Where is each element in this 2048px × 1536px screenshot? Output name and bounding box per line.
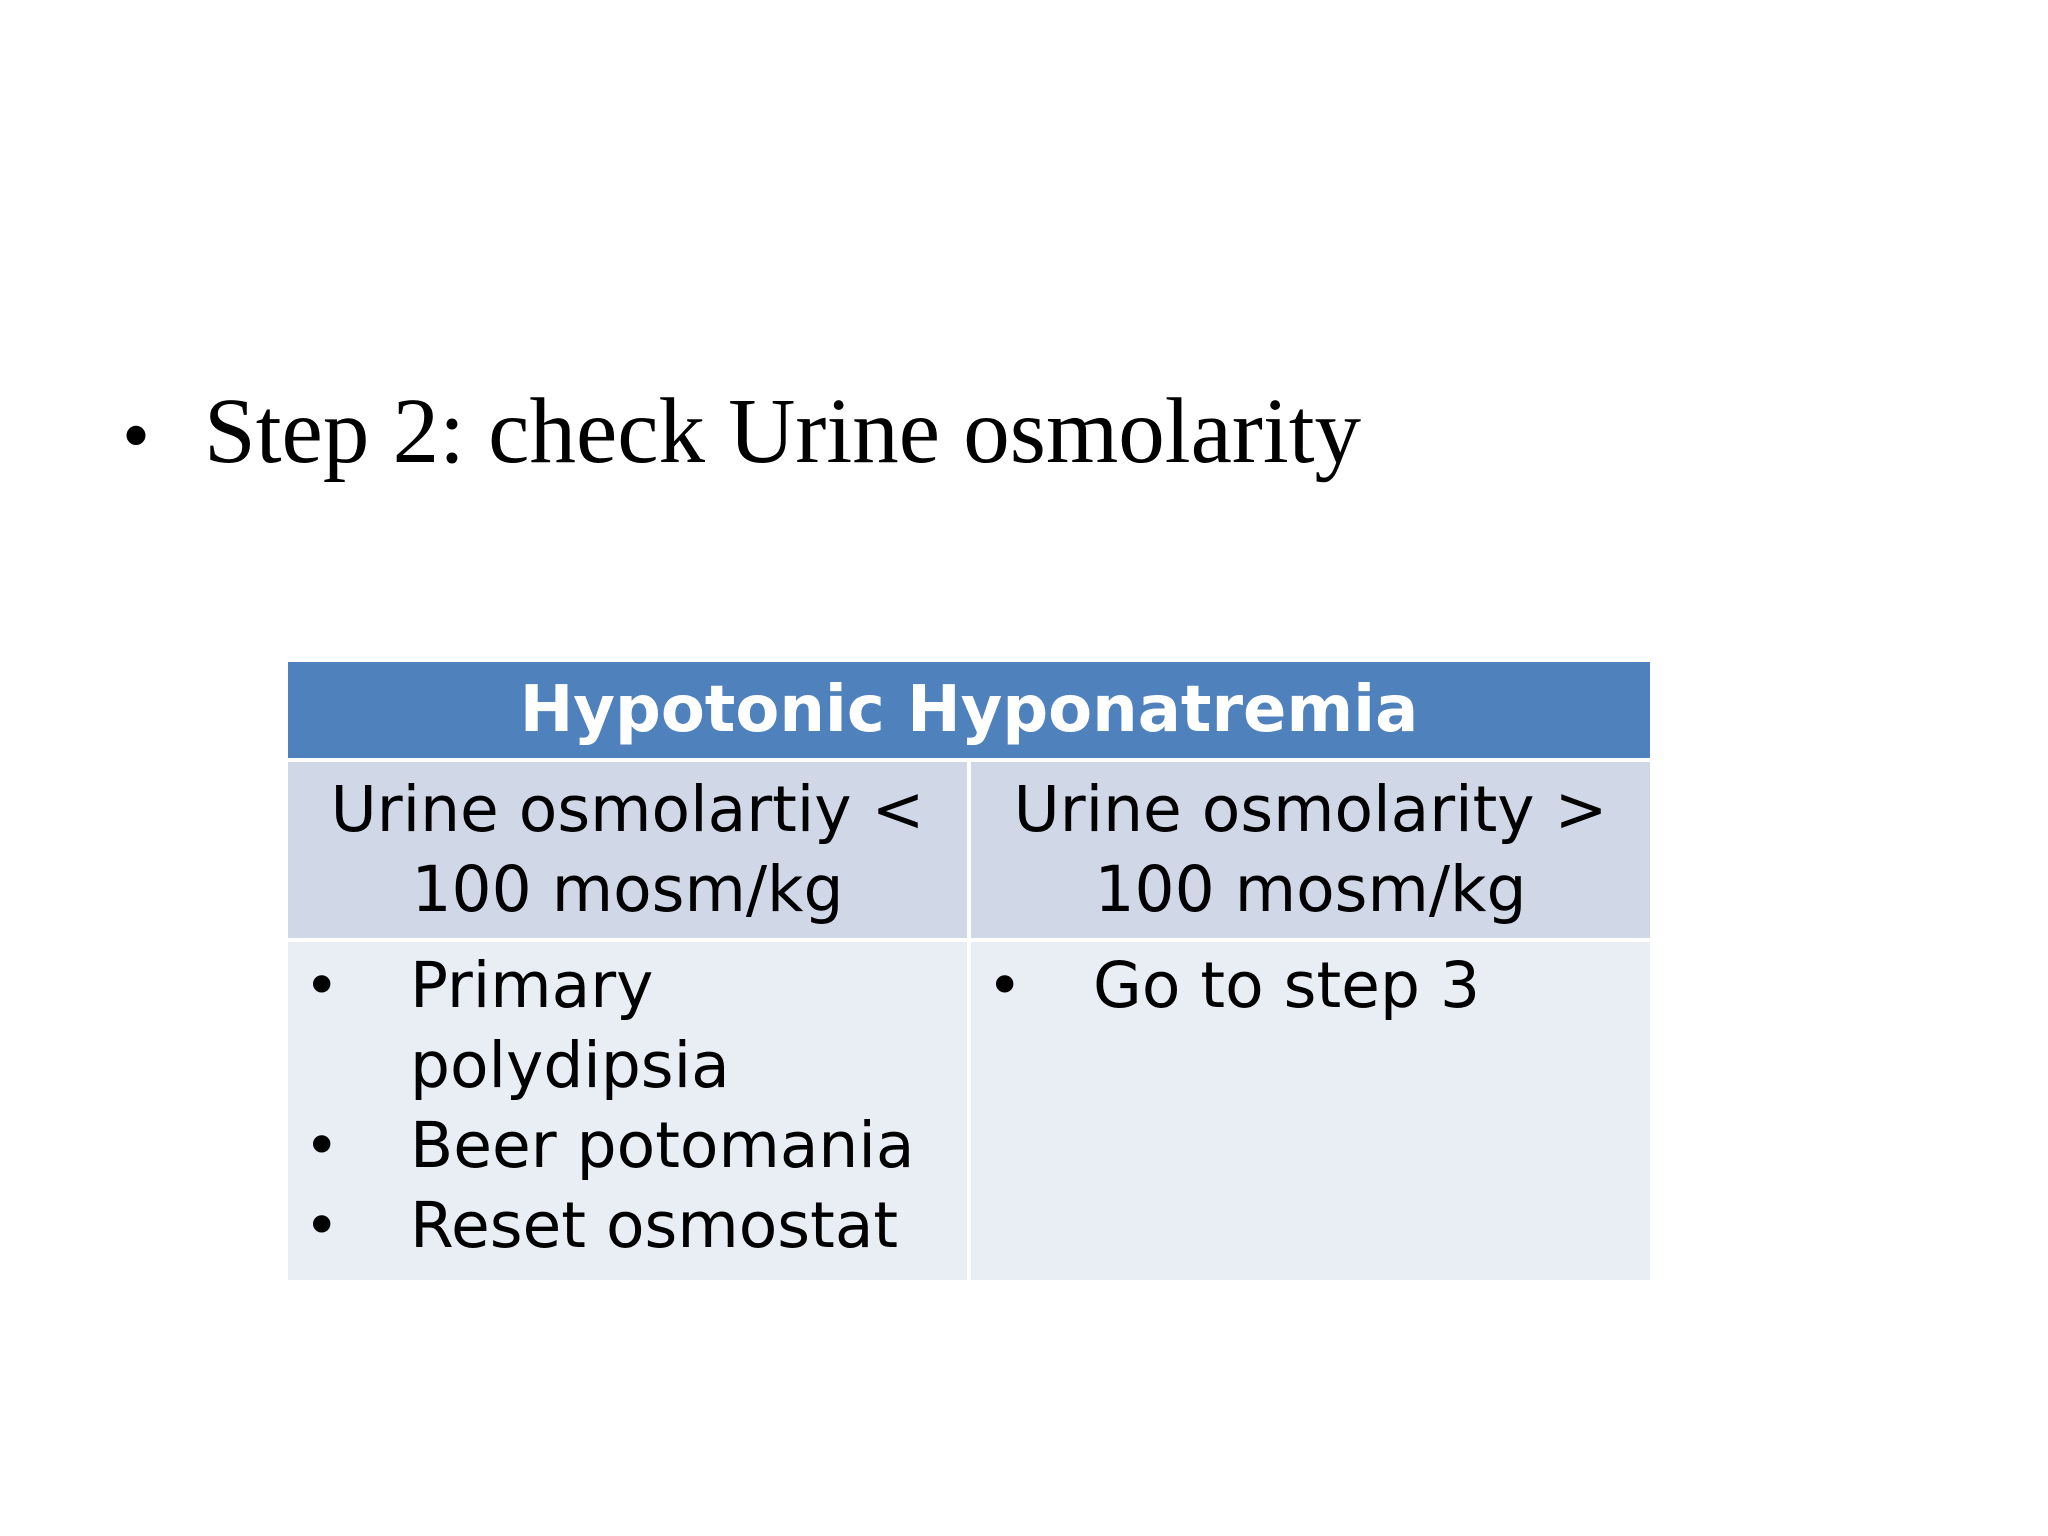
low-osm-cell xyxy=(286,940,969,1282)
step-text: Step 2: check Urine osmolarity xyxy=(204,380,1362,483)
list-item xyxy=(288,1106,967,1186)
table-body-row xyxy=(286,940,1652,1282)
bullet-icon: • xyxy=(304,1111,340,1181)
list-item-text: Go to step 3 xyxy=(1093,949,1481,1022)
list-item xyxy=(971,946,1650,1026)
bullet-icon: • xyxy=(122,392,151,480)
table-subheader-row xyxy=(286,760,1652,940)
list-item-text: Reset osmostat xyxy=(410,1189,899,1262)
bullet-icon: • xyxy=(304,1191,340,1261)
table-header-cell: Hypotonic Hyponatremia xyxy=(286,660,1652,760)
list-item xyxy=(288,1186,967,1266)
bullet-icon: • xyxy=(304,951,340,1021)
list-item-text: Beer potomania xyxy=(410,1109,915,1182)
column-high-osm: Urine osmolarity > 100 mosm/kg xyxy=(969,760,1652,940)
high-osm-list xyxy=(971,942,1650,1026)
high-osm-cell xyxy=(969,940,1652,1282)
column-low-osm: Urine osmolartiy < 100 mosm/kg xyxy=(286,760,969,940)
table-header-row xyxy=(286,660,1652,760)
low-osm-list xyxy=(288,942,967,1266)
hyponatremia-table xyxy=(284,658,1654,1284)
step-bullet-line xyxy=(122,378,1361,485)
bullet-icon: • xyxy=(987,951,1023,1021)
list-item xyxy=(288,946,967,1106)
list-item-text: Primary polydipsia xyxy=(410,949,730,1102)
